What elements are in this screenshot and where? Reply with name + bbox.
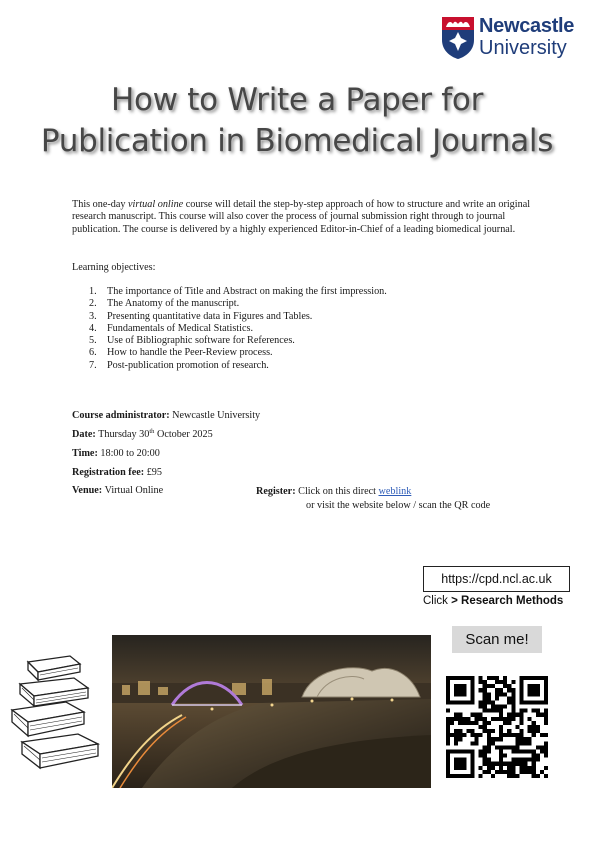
objective-item <box>72 360 492 372</box>
time-label: Time: <box>72 448 98 459</box>
time-value: 18:00 to 20:00 <box>100 448 160 459</box>
click-target: > Research Methods <box>451 595 564 607</box>
university-crest-icon <box>441 16 475 60</box>
fee-label: Registration fee: <box>72 467 145 478</box>
intro-text-start: This one-day <box>72 199 129 210</box>
click-instruction <box>423 595 573 607</box>
objective-item <box>72 335 492 347</box>
venue-label: Venue: <box>72 485 103 496</box>
objective-number: 1. <box>89 286 97 297</box>
title-line-1: How to Write a Paper for <box>110 82 484 118</box>
objective-number: 7. <box>89 359 97 371</box>
course-admin-row <box>72 410 260 421</box>
register-text-2: or visit the website below / scan the QR code <box>306 499 491 511</box>
register-text: Click on this direct <box>298 486 376 497</box>
intro-paragraph <box>72 199 542 236</box>
time-row <box>72 448 160 459</box>
objective-text: The Anatomy of the manuscript. <box>107 298 240 310</box>
register-label: Register: <box>256 486 296 497</box>
objective-number: 4. <box>89 322 97 334</box>
website-url-box[interactable]: https://cpd.ncl.ac.uk <box>423 566 570 592</box>
title-line-2: Publication in Biomedical Journals <box>40 123 554 159</box>
objective-text: Use of Bibliographic software for References. <box>107 335 295 347</box>
objective-text: Presenting quantitative data in Figures and Tables. <box>107 310 313 322</box>
venue-value: Virtual Online <box>104 485 164 496</box>
intro-text-rest: course will detail the step-by-step approach of how to structure and write an original research manuscript. This course will also cover the process of journal submission right through to journal publication. The course is delivered by a highly experienced Editor-in-Chief of a leading biomedical journal. <box>72 199 531 235</box>
course-admin-label: Course administrator: <box>72 410 170 421</box>
fee-row <box>72 467 162 478</box>
books-illustration <box>8 648 108 784</box>
objective-number: 2. <box>89 298 97 310</box>
fee-value: £95 <box>146 467 162 478</box>
scan-me-button[interactable]: Scan me! <box>452 626 542 653</box>
date-ordinal: th <box>149 428 155 435</box>
logo-word-university: University <box>479 37 567 59</box>
weblink[interactable]: weblink <box>378 486 412 497</box>
venue-row <box>72 485 163 496</box>
qr-code-icon[interactable] <box>446 676 548 778</box>
city-night-photo <box>112 635 431 788</box>
date-label: Date: <box>72 429 96 440</box>
objective-number: 5. <box>89 335 97 347</box>
objective-item <box>72 298 492 310</box>
objective-number: 6. <box>89 347 97 359</box>
date-value-day: Thursday 30 <box>98 429 150 440</box>
learning-objectives-heading: Learning objectives: <box>72 262 156 273</box>
register-block <box>256 485 490 512</box>
date-value-month: October 2025 <box>156 429 213 440</box>
newcastle-university-logo <box>441 14 581 62</box>
objective-text: Fundamentals of Medical Statistics. <box>107 322 253 334</box>
learning-objectives-list <box>72 286 492 372</box>
date-value <box>98 429 213 440</box>
course-admin-value: Newcastle University <box>172 410 261 421</box>
objective-item <box>72 311 492 323</box>
objective-text: The importance of Title and Abstract on making the first impression. <box>107 286 387 297</box>
intro-italic: virtual online <box>128 199 184 210</box>
objective-text: How to handle the Peer-Review process. <box>107 347 273 359</box>
date-row <box>72 429 213 440</box>
objective-item <box>72 347 492 359</box>
logo-word-newcastle: Newcastle <box>479 15 575 37</box>
click-prefix: Click <box>423 595 448 607</box>
objective-text: Post-publication promotion of research. <box>107 359 269 371</box>
objective-number: 3. <box>89 310 97 322</box>
page-title <box>20 80 574 162</box>
objective-item <box>72 286 492 298</box>
objective-item <box>72 323 492 335</box>
